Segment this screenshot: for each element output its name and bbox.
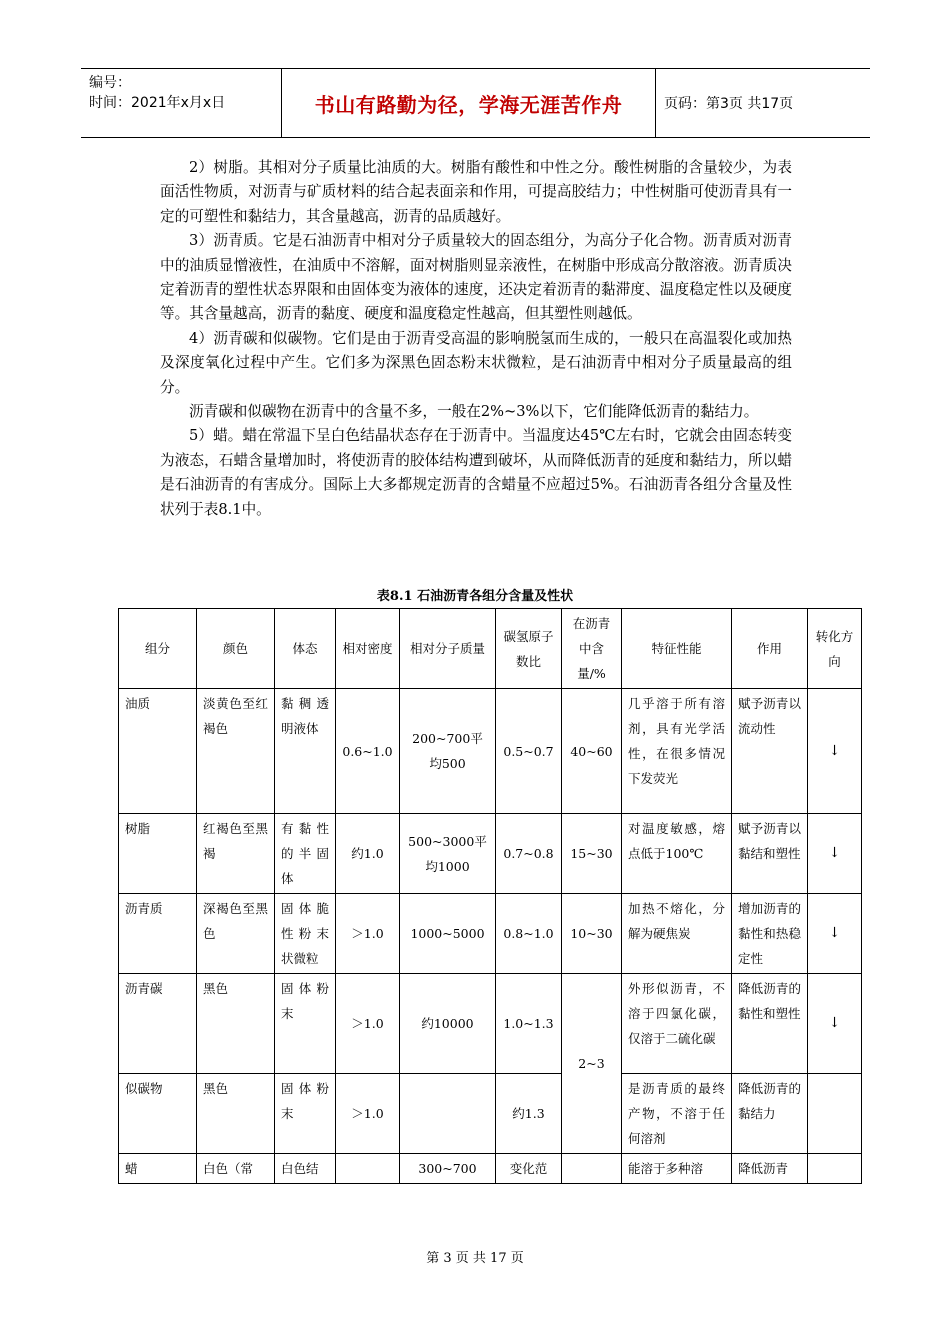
cell-feature: 外形似沥青，不溶于四氯化碳，仅溶于二硫化碳 — [622, 974, 732, 1074]
table-row — [119, 1154, 862, 1184]
table-header-row — [119, 609, 862, 689]
cell-color: 白色（常 — [197, 1154, 275, 1184]
cell-density: 0.6~1.0 — [336, 689, 400, 814]
cell-density: ＞1.0 — [336, 1074, 400, 1154]
cell-state: 固体粉末 — [275, 974, 336, 1074]
cell-color: 深褐色至黑色 — [197, 894, 275, 974]
cell-ch-ratio: 变化范 — [496, 1154, 562, 1184]
down-arrow-icon: ↓ — [808, 974, 862, 1074]
header-cell: 特征性能 — [622, 609, 732, 689]
header-cell: 在沥青中含量/% — [562, 609, 622, 689]
header-cell: 相对密度 — [336, 609, 400, 689]
table-row — [119, 1074, 862, 1154]
time-label: 时间：2021年x月x日 — [89, 95, 226, 111]
cell-component: 似碳物 — [119, 1074, 197, 1154]
header-cell: 相对分子质量 — [400, 609, 496, 689]
table-caption: 表8.1 石油沥青各组分含量及性状 — [376, 589, 574, 604]
cell-molecular-weight: 约10000 — [400, 974, 496, 1074]
cell-content: 2~3 — [562, 974, 622, 1154]
cell-content: 40~60 — [562, 689, 622, 814]
header-cell: 体态 — [275, 609, 336, 689]
cell-color: 黑色 — [197, 974, 275, 1074]
cell-density: ＞1.0 — [336, 974, 400, 1074]
paragraph-carbene-content: 沥青碳和似碳物在沥青中的含量不多，一般在2%~3%以下，它们能降低沥青的黏结力。 — [189, 403, 759, 421]
cell-component: 油质 — [119, 689, 197, 814]
cell-component: 沥青碳 — [119, 974, 197, 1074]
header-motto: 书山有路勤为径，学海无涯苦作舟 — [282, 69, 656, 137]
header-page-info: 页码：第3页 共17页 — [664, 96, 794, 112]
cell-component: 蜡 — [119, 1154, 197, 1184]
paragraph-wax: 5）蜡。蜡在常温下呈白色结晶状态存在于沥青中。当温度达45℃左右时，它就会由固态转变为液态，石蜡含量增加时，将使沥青的胶体结构遭到破坏，从而降低沥青的延度和黏结力，所以蜡是石油沥青的有害成分。国际上大多都规定沥青的含蜡量不应超过5%。石油沥青各组分含量及性状列于表8.1中。 — [160, 427, 792, 518]
cell-effect: 赋予沥青以黏结和塑性 — [732, 814, 808, 894]
cell-state: 固体脆性粉末状微粒 — [275, 894, 336, 974]
cell-molecular-weight — [400, 1074, 496, 1154]
cell-density — [336, 1154, 400, 1184]
cell-feature: 是沥青质的最终产物，不溶于任何溶剂 — [622, 1074, 732, 1154]
number-label: 编号： — [89, 75, 131, 91]
cell-effect: 降低沥青 — [732, 1154, 808, 1184]
cell-feature: 加热不熔化，分解为硬焦炭 — [622, 894, 732, 974]
cell-molecular-weight: 200~700平均500 — [400, 689, 496, 814]
cell-ch-ratio: 1.0~1.3 — [496, 974, 562, 1074]
cell-color: 淡黄色至红褐色 — [197, 689, 275, 814]
header-cell: 碳氢原子数比 — [496, 609, 562, 689]
cell-effect: 降低沥青的黏结力 — [732, 1074, 808, 1154]
cell-ch-ratio: 0.5~0.7 — [496, 689, 562, 814]
header-cell: 颜色 — [197, 609, 275, 689]
cell-component: 树脂 — [119, 814, 197, 894]
table-row — [119, 894, 862, 974]
table-row — [119, 974, 862, 1074]
cell-direction — [808, 1154, 862, 1184]
cell-ch-ratio: 0.8~1.0 — [496, 894, 562, 974]
header-cell: 作用 — [732, 609, 808, 689]
table-row — [119, 814, 862, 894]
cell-direction — [808, 1074, 862, 1154]
cell-feature: 几乎溶于所有溶剂，具有光学活性，在很多情况下发荧光 — [622, 689, 732, 814]
cell-state: 白色结 — [275, 1154, 336, 1184]
body-text — [160, 156, 792, 522]
page-footer: 第 3 页 共 17 页 — [426, 1251, 524, 1266]
paragraph-asphaltene: 3）沥青质。它是石油沥青中相对分子质量较大的固态组分，为高分子化合物。沥青质对沥青中的油质显憎液性，在油质中不溶解，面对树脂则显亲液性，在树脂中形成高分散溶液。沥青质决定着沥青的塑性状态界限和由固体变为液体的速度，还决定着沥青的黏滞度、温度稳定性以及硬度等。其含量越高，沥青的黏度、硬度和温度稳定性越高，但其塑性则越低。 — [160, 232, 792, 323]
page-header — [81, 68, 870, 138]
cell-content — [562, 1154, 622, 1184]
cell-effect: 增加沥青的黏性和热稳定性 — [732, 894, 808, 974]
cell-molecular-weight: 500~3000平均1000 — [400, 814, 496, 894]
cell-color: 红褐色至黑褐 — [197, 814, 275, 894]
header-cell: 转化方向 — [808, 609, 862, 689]
paragraph-resin: 2）树脂。其相对分子质量比油质的大。树脂有酸性和中性之分。酸性树脂的含量较少，为表面活性物质，对沥青与矿质材料的结合起表面亲和作用，可提高胶结力；中性树脂可使沥青具有一定的可塑性和黏结力，其含量越高，沥青的品质越好。 — [160, 159, 792, 225]
cell-effect: 赋予沥青以流动性 — [732, 689, 808, 814]
down-arrow-icon: ↓ — [808, 689, 862, 814]
components-table — [118, 608, 862, 1184]
down-arrow-icon: ↓ — [808, 814, 862, 894]
cell-feature: 能溶于多种溶 — [622, 1154, 732, 1184]
cell-molecular-weight: 300~700 — [400, 1154, 496, 1184]
cell-state: 固体粉末 — [275, 1074, 336, 1154]
cell-ch-ratio: 约1.3 — [496, 1074, 562, 1154]
cell-state: 有黏性的半固体 — [275, 814, 336, 894]
cell-state: 黏稠透明液体 — [275, 689, 336, 814]
cell-feature: 对温度敏感，熔点低于100℃ — [622, 814, 732, 894]
cell-molecular-weight: 1000~5000 — [400, 894, 496, 974]
cell-color: 黑色 — [197, 1074, 275, 1154]
header-cell: 组分 — [119, 609, 197, 689]
paragraph-carbene: 4）沥青碳和似碳物。它们是由于沥青受高温的影响脱氢而生成的，一般只在高温裂化或加热及深度氧化过程中产生。它们多为深黑色固态粉末状微粒，是石油沥青中相对分子质量最高的组分。 — [160, 329, 792, 396]
cell-density: 约1.0 — [336, 814, 400, 894]
down-arrow-icon: ↓ — [808, 894, 862, 974]
cell-component: 沥青质 — [119, 894, 197, 974]
cell-density: ＞1.0 — [336, 894, 400, 974]
cell-content: 15~30 — [562, 814, 622, 894]
header-meta — [81, 69, 282, 137]
cell-effect: 降低沥青的黏性和塑性 — [732, 974, 808, 1074]
cell-ch-ratio: 0.7~0.8 — [496, 814, 562, 894]
cell-content: 10~30 — [562, 894, 622, 974]
table-row — [119, 689, 862, 814]
